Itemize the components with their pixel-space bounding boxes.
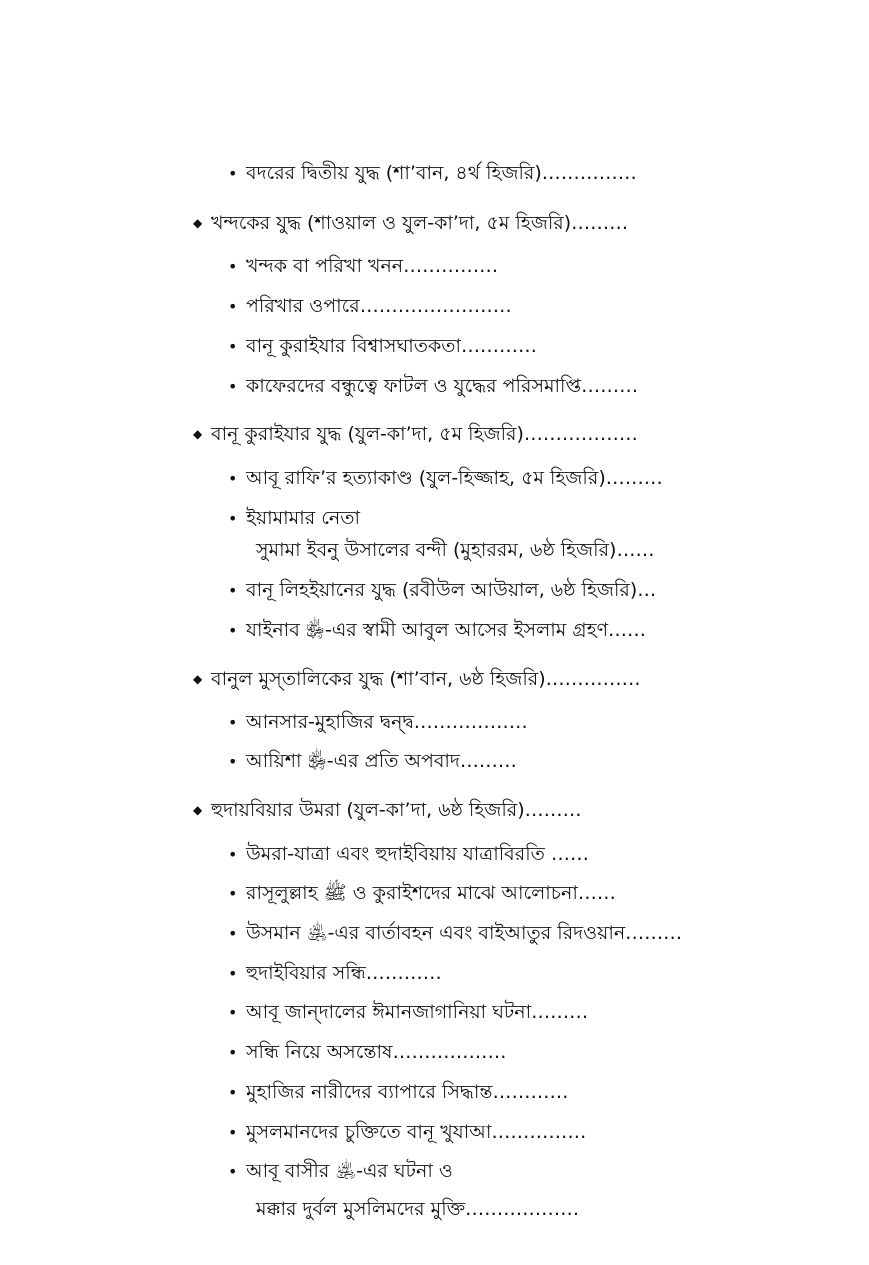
bullet-icon: • <box>228 377 238 396</box>
bullet-icon: • <box>228 752 238 771</box>
bullet-icon: • <box>228 1083 238 1102</box>
toc-entry: • রাসূলুল্লাহ ﷺ ও কুরাইশদের মাঝে আলোচনা…… <box>228 880 616 907</box>
bullet-icon: • <box>228 1162 238 1181</box>
toc-entry: • কাফেরদের বন্ধুত্বে ফাটল ও যুদ্ধের পরিসমাপ্তি……… <box>228 373 638 400</box>
toc-section: ◆ বানুল মুস্‌তালিকের যুদ্ধ (শা’বান, ৬ষ্ঠ হিজরি)…………… <box>193 668 641 690</box>
bullet-icon: • <box>228 337 238 356</box>
toc-entry: • যাইনাব ﵂-এর স্বামী আবুল আসের ইসলাম গ্রহণ…… <box>228 617 646 644</box>
bullet-icon: • <box>228 164 238 183</box>
toc-entry: • বানূ কুরাইযার বিশ্বাসঘাতকতা………… <box>228 333 537 360</box>
bullet-icon: • <box>228 581 238 600</box>
bullet-icon: • <box>228 1003 238 1022</box>
toc-entry: • আবূ জান্‌দালের ঈমানজাগানিয়া ঘটনা……… <box>228 999 588 1026</box>
toc-entry: • বদরের দ্বিতীয় যুদ্ধ (শা’বান, ৪র্থ হিজরি)…………… <box>228 160 637 187</box>
bullet-icon: • <box>228 924 238 943</box>
toc-entry: • বানূ লিহইয়ানের যুদ্ধ (রবীউল আউয়াল, ৬ষ্ঠ হিজরি)… <box>228 577 656 604</box>
toc-entry: • সন্ধি নিয়ে অসন্তোষ……………… <box>228 1039 506 1066</box>
toc-entry: • ইয়ামামার নেতা <box>228 505 360 532</box>
bullet-icon: • <box>228 621 238 640</box>
toc-entry: • আবূ বাসীর ﵁-এর ঘটনা ও <box>228 1158 453 1185</box>
toc-entry: • উসমান ﵁-এর বার্তাবহন এবং বাইআতুর রিদওয়ান……… <box>228 920 682 947</box>
diamond-bullet-icon: ◆ <box>193 216 203 230</box>
toc-entry: • খন্দক বা পরিখা খনন…………… <box>228 253 498 280</box>
toc-section: ◆ হুদায়বিয়ার উমরা (যুল-কা’দা, ৬ষ্ঠ হিজরি)……… <box>193 799 582 821</box>
bullet-icon: • <box>228 1043 238 1062</box>
toc-entry: • আনসার-মুহাজির দ্বন্দ্ব……………… <box>228 709 528 736</box>
toc-entry: • মুহাজির নারীদের ব্যাপারে সিদ্ধান্ত………… <box>228 1079 568 1106</box>
toc-entry: • হুদাইবিয়ার সন্ধি………… <box>228 960 442 987</box>
toc-entry: • আবূ রাফি’র হত্যাকাণ্ড (যুল-হিজ্জাহ, ৫ম হিজরি)……… <box>228 465 663 492</box>
bullet-icon: • <box>228 257 238 276</box>
diamond-bullet-icon: ◆ <box>193 803 203 817</box>
toc-entry: • মুসলমানদের চুক্তিতে বানূ খুযাআ…………… <box>228 1119 586 1146</box>
diamond-bullet-icon: ◆ <box>193 427 203 441</box>
bullet-icon: • <box>228 297 238 316</box>
toc-entry-continuation: সুমামা ইবনু উসালের বন্দী (মুহাররম, ৬ষ্ঠ হিজরি)…… <box>256 539 655 561</box>
toc-entry-continuation: মক্কার দুর্বল মুসলিমদের মুক্তি……………… <box>256 1198 580 1220</box>
toc-entry: • আয়িশা ﵂-এর প্রতি অপবাদ……… <box>228 748 517 775</box>
bullet-icon: • <box>228 713 238 732</box>
toc-section: ◆ খন্দকের যুদ্ধ (শাওয়াল ও যুল-কা’দা, ৫ম হিজরি)……… <box>193 212 629 234</box>
bullet-icon: • <box>228 1123 238 1142</box>
diamond-bullet-icon: ◆ <box>193 672 203 686</box>
bullet-icon: • <box>228 845 238 864</box>
bullet-icon: • <box>228 884 238 903</box>
toc-entry: • পরিখার ওপারে…………………… <box>228 293 512 320</box>
toc-entry: • উমরা-যাত্রা এবং হুদাইবিয়ায় যাত্রাবিরতি …… <box>228 841 589 868</box>
bullet-icon: • <box>228 509 238 528</box>
bullet-icon: • <box>228 964 238 983</box>
toc-section: ◆ বানূ কুরাইযার যুদ্ধ (যুল-কা’দা, ৫ম হিজরি)……………… <box>193 423 638 445</box>
bullet-icon: • <box>228 469 238 488</box>
